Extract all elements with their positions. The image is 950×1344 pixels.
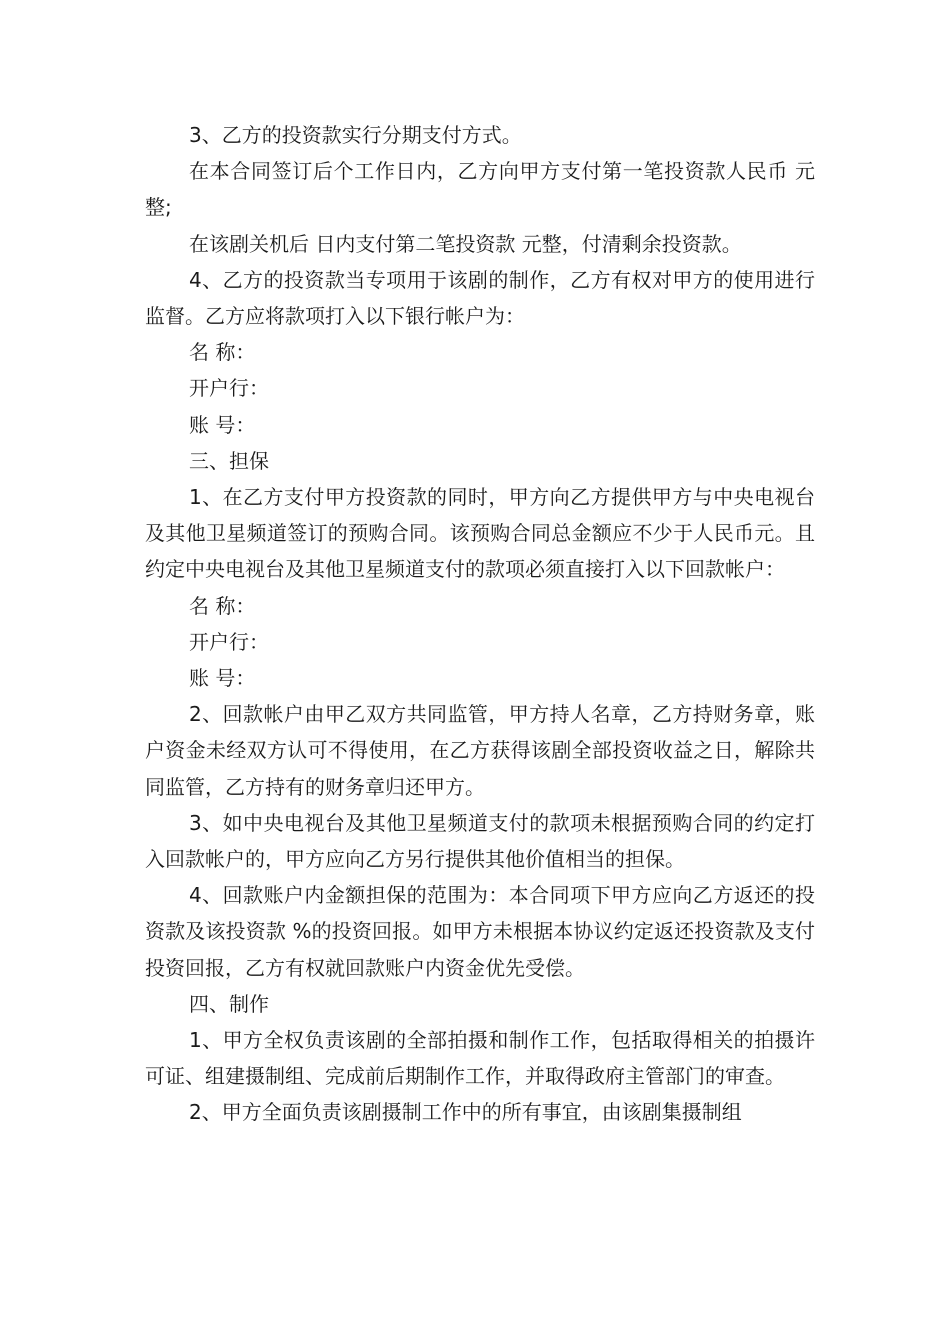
second-payment-paragraph: 在该剧关机后 日内支付第二笔投资款 元整，付清剩余投资款。 (189, 231, 742, 256)
clause-4-fund-usage: 4、乙方的投资款当专项用于该剧的制作，乙方有权对甲方的使用进行监督。乙方应将款项打入以下银行帐户为： (145, 267, 815, 329)
collection-bank-name-line: 开户行： (189, 629, 269, 654)
first-payment-paragraph: 在本合同签订后个工作日内，乙方向甲方支付第一笔投资款人民币 元整; (145, 159, 815, 220)
production-clause-1: 1、甲方全权负责该剧的全部拍摄和制作工作，包括取得相关的拍摄许可证、组建摄制组、完成前后期制作工作，并取得政府主管部门的审查。 (145, 1028, 815, 1089)
bank-account-number-line: 账 号： (189, 412, 256, 437)
bank-account-name-line: 名 称： (189, 340, 256, 365)
document-body (145, 117, 815, 1131)
guarantee-clause-1: 1、在乙方支付甲方投资款的同时，甲方向乙方提供甲方与中央电视台及其他卫星频道签订的预购合同。该预购合同总金额应不少于人民币元。且约定中央电视台及其他卫星频道支付的款项必须直接打入以下回款帐户： (145, 485, 815, 582)
clause-3-installment-payment: 3、乙方的投资款实行分期支付方式。 (189, 123, 522, 147)
guarantee-clause-4: 4、回款账户内金额担保的范围为：本合同项下甲方应向乙方返还的投资款及该投资款 %的投资回报。如甲方未根据本协议约定返还投资款及支付投资回报，乙方有权就回款账户内资金优先受偿。 (145, 883, 815, 980)
collection-account-number-line: 账 号： (189, 666, 256, 691)
production-clause-2: 2、甲方全面负责该剧摄制工作中的所有事宜，由该剧集摄制组 (189, 1100, 742, 1125)
section-heading-production: 四、制作 (189, 991, 269, 1016)
guarantee-clause-2: 2、回款帐户由甲乙双方共同监管，甲方持人名章，乙方持财务章，账户资金未经双方认可不得使用，在乙方获得该剧全部投资收益之日，解除共同监管，乙方持有的财务章归还甲方。 (145, 702, 815, 799)
collection-account-name-line: 名 称： (189, 593, 256, 618)
bank-name-line: 开户行： (189, 376, 269, 401)
guarantee-clause-3: 3、如中央电视台及其他卫星频道支付的款项未根据预购合同的约定打入回款帐户的，甲方应向乙方另行提供其他价值相当的担保。 (145, 810, 815, 872)
section-heading-guarantee: 三、担保 (189, 448, 269, 473)
